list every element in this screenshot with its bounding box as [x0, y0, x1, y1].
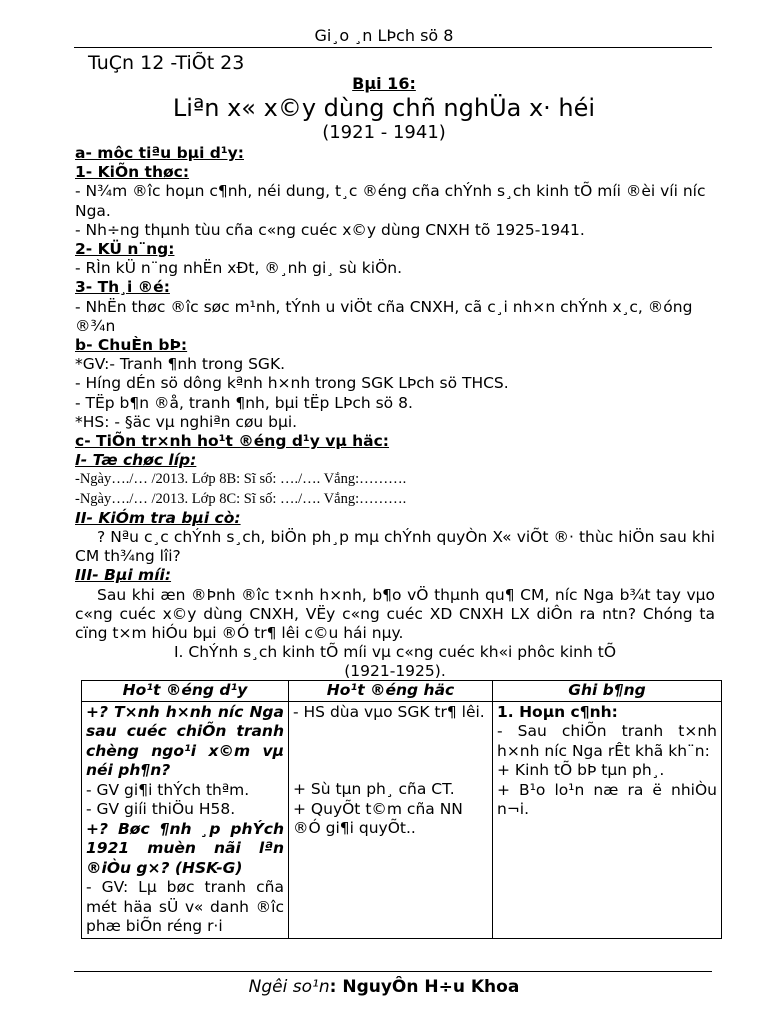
header-learning: Ho¹t ®éng häc — [289, 681, 493, 702]
student-note: + QuyÕt t©m cña NN ®Ó gi¶i quyÕt.. — [293, 799, 463, 837]
teacher-note: - GV giíi thiÖu H58. — [86, 800, 236, 818]
student-note: + Sù tµn ph¸ cña CT. — [293, 780, 455, 798]
new-lesson-title: III- Bµi míi: — [75, 566, 172, 585]
knowledge-item: - Nh÷ng thµnh tùu cña c«ng cuéc x©y dùng CNXH tõ 1925-1941. — [75, 220, 585, 239]
teacher-question: +? Bøc ¶nh ¸p phÝch 1921 muèn nãi lªn ®iÒu g×? (HSK-G) — [86, 819, 284, 877]
section-preparation-title: b- ChuÈn bÞ: — [75, 336, 188, 355]
knowledge-title: 1- KiÕn thøc: — [75, 163, 190, 182]
intro-paragraph: Sau khi æn ®Þnh ®îc t×nh h×nh, b¶o vÖ thµnh qu¶ CM, níc Nga b¾t tay vµo c«ng cuéc x©y dùng CNXH, VËy c«ng cuéc XD CNXH LX diÔn ra ntn? Chóng ta cïng t×m hiÓu bµi ®Ó tr¶ lêi c©u hái nµy. — [75, 585, 715, 643]
teacher-note: - GV: Lµ bøc tranh cña mét häa sÜ v« danh ®îc phæ biÕn réng r·i — [86, 878, 284, 935]
skill-item: - RÌn kÜ n¨ng nhËn xÐt, ®¸nh gi¸ sù kiÖn. — [75, 259, 403, 278]
class-row-8c: -Ngày…./… /2013. Lớp 8C: Sĩ số: …./…. Vắng:………. — [75, 490, 407, 507]
footer-rule — [74, 971, 712, 972]
attitude-item: - NhËn thøc ®îc søc m¹nh, tÝnh u viÖt cña CNXH, cã c¸i nh×n chÝnh x¸c, ®óng ®¾n — [75, 297, 693, 335]
board-cell — [493, 701, 722, 938]
lesson-content — [75, 144, 715, 682]
activity-table — [81, 680, 722, 939]
prep-item: *GV:- Tranh ¶nh trong SGK. — [75, 355, 286, 374]
board-note: - Sau chiÕn tranh t×nh h×nh níc Nga rÊt khã kh¨n: — [497, 722, 717, 760]
header-rule — [74, 47, 712, 48]
prep-item: - TËp b¶n ®å, tranh ¶nh, bµi tËp LÞch sö 8. — [75, 393, 413, 412]
teacher-question: +? T×nh h×nh níc Nga sau cuéc chiÕn tranh chèng ngo¹i x©m vµ néi ph¶n? — [86, 702, 284, 779]
header-teaching: Ho¹t ®éng d¹y — [82, 681, 289, 702]
skill-title: 2- KÜ n¨ng: — [75, 240, 175, 259]
header-board: Ghi b¶ng — [493, 681, 722, 702]
check-question: ? Nªu c¸c chÝnh s¸ch, biÖn ph¸p mµ chÝnh quyÒn X« viÕt ®· thùc hiÖn sau khi CM th¾ng lîi? — [75, 528, 715, 566]
lesson-years: (1921 - 1941) — [322, 122, 446, 143]
organization-title: I- Tæ chøc líp: — [75, 451, 197, 470]
author-name: : NguyÔn H÷u Khoa — [329, 977, 520, 997]
table-row — [82, 701, 722, 938]
prep-item: *HS: - §äc vµ nghiªn cøu bµi. — [75, 412, 298, 431]
table-header-row — [82, 681, 722, 702]
attitude-title: 3- Th¸i ®é: — [75, 278, 170, 297]
learning-cell — [289, 701, 493, 938]
week-period: TuÇn 12 -TiÕt 23 — [88, 52, 245, 74]
page-header: Gi¸o ¸n LÞch sö 8 — [314, 26, 454, 45]
board-note: + Kinh tÕ bÞ tµn ph¸. — [497, 761, 665, 779]
check-old-lesson-title: II- KiÓm tra bµi cò: — [75, 508, 241, 527]
class-row-8b: -Ngày…./… /2013. Lớp 8B: Sĩ số: …./…. Vắng:………. — [75, 471, 407, 488]
board-title: 1. Hoµn c¶nh: — [497, 702, 618, 721]
teacher-note: - GV gi¶i thÝch thªm. — [86, 780, 250, 799]
author-line — [0, 977, 768, 997]
section-process-title: c- TiÕn tr×nh ho¹t ®éng d¹y vµ häc: — [75, 432, 390, 451]
lesson-title: Liªn x« x©y dùng chñ nghÜa x· héi — [172, 94, 596, 122]
student-note: - HS dùa vµo SGK tr¶ lêi. — [293, 702, 485, 721]
teaching-cell — [82, 701, 289, 938]
part1-years: (1921-1925). — [344, 662, 446, 681]
author-label: Ngêi so¹n — [248, 977, 330, 997]
board-note: + B¹o lo¹n næ ra ë nhiÒu n¬i. — [497, 780, 717, 818]
part1-title: I. ChÝnh s¸ch kinh tÕ míi vµ c«ng cuéc kh«i phôc kinh tÕ — [173, 643, 617, 662]
section-objectives-title: a- môc tiªu bµi d¹y: — [75, 144, 244, 162]
knowledge-item: - N¾m ®îc hoµn c¶nh, néi dung, t¸c ®éng cña chÝnh s¸ch kinh tÕ míi ®èi víi níc Nga. — [75, 182, 706, 220]
lesson-label: Bµi 16: — [352, 74, 416, 93]
prep-item: - Híng dÉn sö dông kªnh h×nh trong SGK LÞch sö THCS. — [75, 374, 509, 393]
